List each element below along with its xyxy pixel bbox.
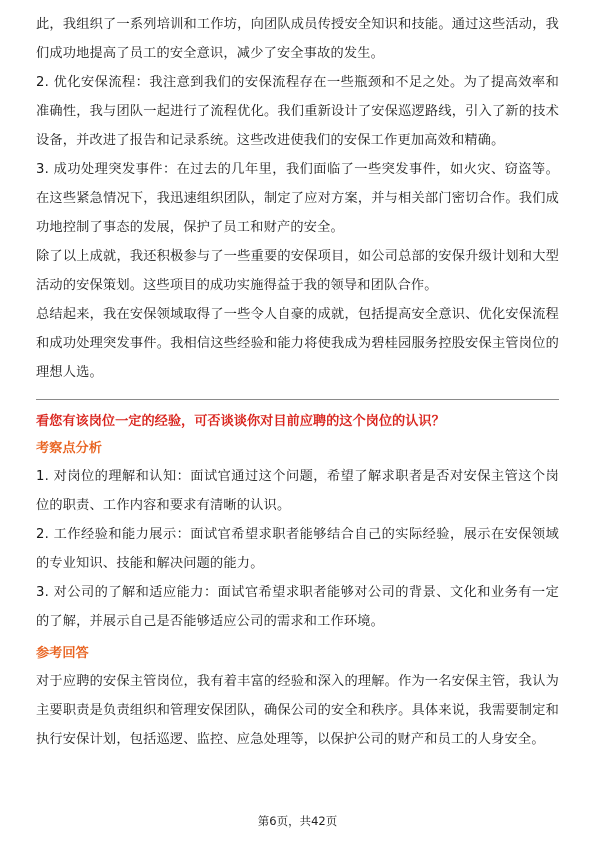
intro-paragraph-3: 3. 成功处理突发事件：在过去的几年里，我们面临了一些突发事件，如火灾、窃盗等。在这些紧急情况下，我迅速组织团队，制定了应对方案，并与相关部门密切合作。我们成功地控制了事态的发展，保护了员工和财产的安全。 xyxy=(36,162,559,235)
analysis-point-3: 3. 对公司的了解和适应能力：面试官希望求职者能够对公司的背景、文化和业务有一定的了解，并展示自己是否能够适应公司的需求和工作环境。 xyxy=(36,585,559,629)
analysis-heading: 考察点分析 xyxy=(36,441,102,456)
answer-heading: 参考回答 xyxy=(36,646,89,661)
intro-paragraph-4: 除了以上成就，我还积极参与了一些重要的安保项目，如公司总部的安保升级计划和大型活动的安保策划。这些项目的成功实施得益于我的领导和团队合作。 xyxy=(36,249,559,293)
analysis-point-2: 2. 工作经验和能力展示：面试官希望求职者能够结合自己的实际经验，展示在安保领域的专业知识、技能和解决问题的能力。 xyxy=(36,527,559,571)
intro-paragraph-1: 此，我组织了一系列培训和工作坊，向团队成员传授安全知识和技能。通过这些活动，我们成功地提高了员工的安全意识，减少了安全事故的发生。 xyxy=(36,17,559,61)
page-footer: 第6页，共42页 xyxy=(257,814,338,828)
answer-paragraph: 对于应聘的安保主管岗位，我有着丰富的经验和深入的理解。作为一名安保主管，我认为主要职责是负责组织和管理安保团队，确保公司的安全和秩序。具体来说，我需要制定和执行安保计划，包括巡逻、监控、应急处理等，以保护公司的财产和员工的人身安全。 xyxy=(36,674,559,747)
section-divider xyxy=(36,399,559,400)
document-page xyxy=(36,10,559,754)
interview-question: 看您有该岗位一定的经验，可否谈谈你对目前应聘的这个岗位的认识？ xyxy=(36,414,445,429)
analysis-point-1: 1. 对岗位的理解和认知：面试官通过这个问题，希望了解求职者是否对安保主管这个岗位的职责、工作内容和要求有清晰的认识。 xyxy=(36,469,559,513)
intro-paragraph-2: 2. 优化安保流程：我注意到我们的安保流程存在一些瓶颈和不足之处。为了提高效率和准确性，我与团队一起进行了流程优化。我们重新设计了安保巡逻路线，引入了新的技术设备，并改进了报告和记录系统。这些改进使我们的安保工作更加高效和精确。 xyxy=(36,75,559,148)
intro-paragraph-5: 总结起来，我在安保领域取得了一些令人自豪的成就，包括提高安全意识、优化安保流程和成功处理突发事件。我相信这些经验和能力将使我成为碧桂园服务控股安保主管岗位的理想人选。 xyxy=(36,307,559,380)
